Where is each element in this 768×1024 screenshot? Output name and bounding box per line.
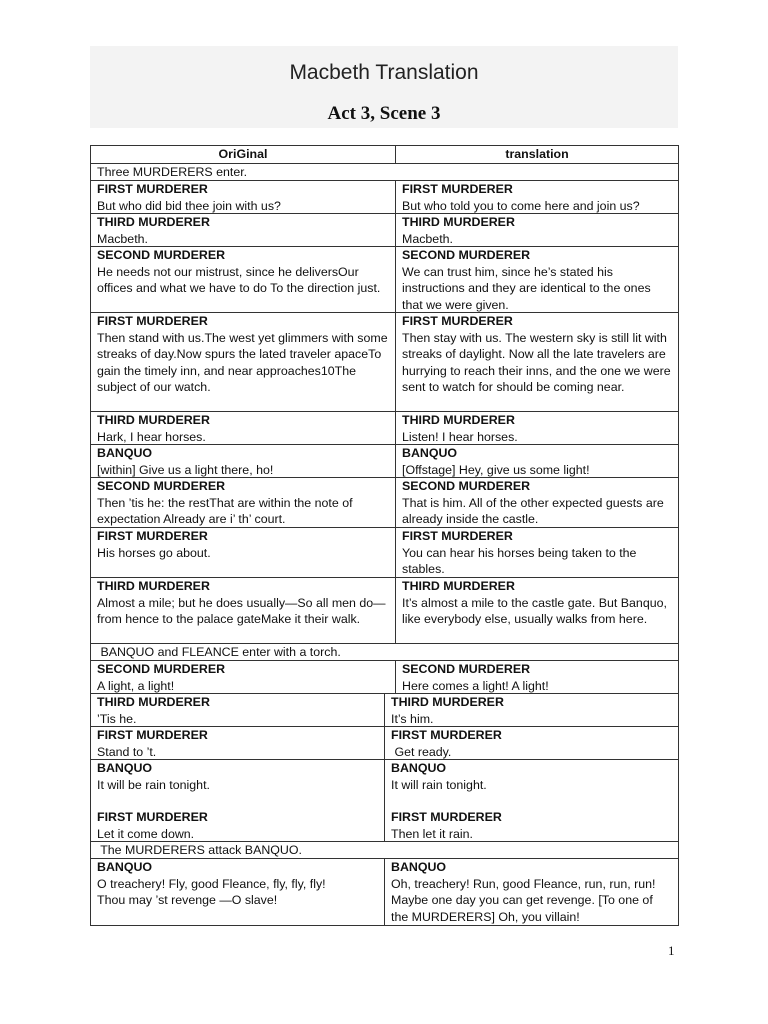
- original-line: Hark, I hear horses.: [97, 429, 206, 444]
- speaker-name: BANQUO: [391, 761, 447, 775]
- table-row: [91, 180, 678, 213]
- speaker-name: FIRST MURDERER: [391, 728, 502, 742]
- original-line: ’Tis he.: [97, 711, 137, 726]
- original-line: Then ’tis he: the restThat are within the note of expectation Already are i’ th’ court.: [97, 495, 353, 526]
- speaker-name: SECOND MURDERER: [402, 479, 531, 493]
- original-line: Let it come down.: [97, 826, 195, 841]
- table-row: [91, 477, 678, 527]
- header-translation: translation: [505, 147, 569, 161]
- original-line: Stand to ’t.: [97, 744, 157, 759]
- speaker-name: BANQUO: [97, 446, 153, 460]
- translation-line: That is him. All of the other expected guests are already inside the castle.: [402, 495, 664, 526]
- table-row: [91, 411, 678, 444]
- speaker-name: THIRD MURDERER: [391, 695, 504, 709]
- original-line: His horses go about.: [97, 545, 211, 560]
- speaker-name: FIRST MURDERER: [97, 529, 208, 543]
- speaker-name: THIRD MURDERER: [97, 695, 210, 709]
- speaker-name: THIRD MURDERER: [97, 413, 210, 427]
- original-line: Almost a mile; but he does usually—So all men do—from hence to the palace gateMake it their walk.: [97, 595, 386, 626]
- speaker-name: FIRST MURDERER: [97, 728, 208, 742]
- speaker-name: THIRD MURDERER: [97, 579, 210, 593]
- speaker-name: FIRST MURDERER: [402, 529, 513, 543]
- speaker-name: FIRST MURDERER: [402, 182, 513, 196]
- original-line: He needs not our mistrust, since he deliversOur offices and what we have to do To the direction just.: [97, 264, 381, 295]
- speaker-name: BANQUO: [97, 761, 153, 775]
- speaker-name: SECOND MURDERER: [97, 479, 226, 493]
- original-line: Macbeth.: [97, 231, 148, 246]
- translation-line: It’s him.: [391, 711, 434, 726]
- original-line: Then stand with us.The west yet glimmers with some streaks of day.Now spurs the lated traveler apaceTo gain the timely inn, and near approaches10The subject of our watch.: [97, 330, 388, 394]
- translation-line: Oh, treachery! Run, good Fleance, run, run, run! Maybe one day you can get revenge. [To one of the MURDERERS] Oh, you villain!: [391, 876, 656, 924]
- translation-line: Then let it rain.: [391, 826, 473, 841]
- original-line: Thou may ’st revenge —O slave!: [97, 893, 278, 907]
- original-line: But who did bid thee join with us?: [97, 198, 281, 213]
- stage-direction-row: [91, 841, 678, 858]
- translation-line: Then stay with us. The western sky is still lit with streaks of daylight. Now all the late travelers are hurrying to reach their inns, and the one we were sent to watch for should be coming near.: [402, 330, 671, 394]
- stage-direction: Three MURDERERS enter.: [97, 165, 248, 179]
- speaker-name: SECOND MURDERER: [402, 248, 531, 262]
- table-row: [91, 577, 678, 643]
- document-subtitle: Act 3, Scene 3: [327, 103, 441, 124]
- stage-direction-row: [91, 163, 678, 180]
- speaker-name: FIRST MURDERER: [97, 182, 208, 196]
- table-row: [91, 312, 678, 411]
- speaker-name: FIRST MURDERER: [402, 314, 513, 328]
- stage-direction: The MURDERERS attack BANQUO.: [97, 843, 302, 857]
- table-row: [91, 693, 678, 726]
- speaker-name: SECOND MURDERER: [97, 248, 226, 262]
- speaker-name: THIRD MURDERER: [97, 215, 210, 229]
- stage-direction: BANQUO and FLEANCE enter with a torch.: [97, 645, 341, 659]
- speaker-name: THIRD MURDERER: [402, 413, 515, 427]
- translation-line: Listen! I hear horses.: [402, 429, 518, 444]
- translation-line: Macbeth.: [402, 231, 453, 246]
- translation-line: [Offstage] Hey, give us some light!: [402, 462, 590, 477]
- header-original: OriGinal: [91, 146, 396, 163]
- table-row: [91, 759, 678, 841]
- speaker-name: SECOND MURDERER: [97, 662, 226, 676]
- translation-line: Here comes a light! A light!: [402, 678, 549, 693]
- table-row: [91, 858, 678, 925]
- speaker-name: FIRST MURDERER: [97, 314, 208, 328]
- table-row: [91, 213, 678, 246]
- speaker-name: FIRST MURDERER: [97, 810, 208, 824]
- speaker-name: BANQUO: [391, 860, 447, 874]
- table-row: [91, 726, 678, 759]
- original-line: [within] Give us a light there, ho!: [97, 462, 274, 477]
- translation-line: Get ready.: [391, 744, 452, 759]
- translation-line: We can trust him, since he’s stated his instructions and they are identical to the ones that we were given.: [402, 264, 651, 312]
- original-line: O treachery! Fly, good Fleance, fly, fly, fly!: [97, 876, 326, 891]
- speaker-name: BANQUO: [97, 860, 153, 874]
- table-row: [91, 660, 678, 693]
- speaker-name: FIRST MURDERER: [391, 810, 502, 824]
- original-line: A light, a light!: [97, 678, 175, 693]
- translation-line: You can hear his horses being taken to the stables.: [402, 545, 637, 576]
- translation-table: [90, 145, 679, 926]
- table-row: [91, 527, 678, 577]
- speaker-name: SECOND MURDERER: [402, 662, 531, 676]
- table-row: [91, 246, 678, 312]
- stage-direction-row: [91, 643, 678, 660]
- speaker-name: THIRD MURDERER: [402, 579, 515, 593]
- translation-line: It will rain tonight.: [391, 777, 487, 792]
- original-line: It will be rain tonight.: [97, 777, 210, 792]
- translation-line: But who told you to come here and join us?: [402, 198, 640, 213]
- speaker-name: THIRD MURDERER: [402, 215, 515, 229]
- table-header-row: [91, 146, 678, 163]
- translation-line: It’s almost a mile to the castle gate. But Banquo, like everybody else, usually walks from here.: [402, 595, 667, 626]
- document-title: Macbeth Translation: [289, 61, 479, 84]
- table-row: [91, 444, 678, 477]
- page-number: 1: [668, 943, 675, 958]
- speaker-name: BANQUO: [402, 446, 458, 460]
